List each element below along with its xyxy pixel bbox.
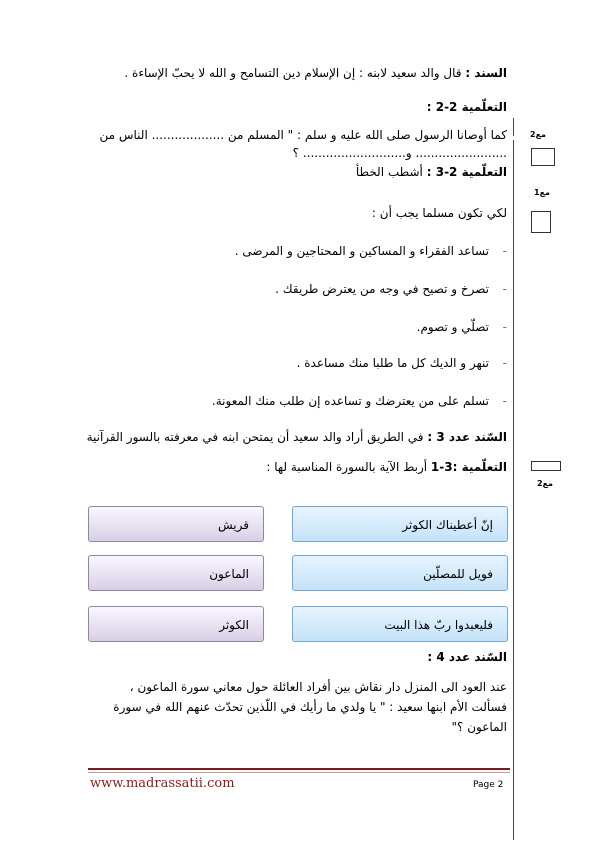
bullet-5: تسلم على من يعترضك و تساعده إن طلب منك المعونة. [211, 394, 489, 408]
surah-card-2[interactable]: الماعون [88, 555, 264, 591]
taalimia-2-3 [356, 165, 507, 179]
margin-label-2: مع1 [534, 188, 550, 197]
page-number: Page 2 [473, 780, 504, 790]
margin-label-1: مع2 [530, 130, 546, 139]
sanad-3 [87, 430, 507, 444]
sanad-4-line-3: الماعون ؟" [451, 720, 507, 734]
intro-text: لكي تكون مسلما يجب أن : [371, 206, 507, 220]
bullet-3: تصلّي و تصوم. [416, 320, 489, 334]
bullet-4: تنهر و الديك كل ما طلبا منك مساعدة . [296, 356, 489, 370]
verse-card-1[interactable]: إنّ أعطيناك الكوثر [292, 506, 508, 542]
verse-card-2[interactable]: فويل للمصلّين [292, 555, 508, 591]
surah-card-1[interactable]: قريش [88, 506, 264, 542]
sanad-1 [124, 66, 507, 80]
bullet-dash: - [502, 320, 507, 334]
sanad-3-label: السّند عدد 3 : [427, 430, 507, 444]
sanad-1-label: السند : [465, 66, 507, 80]
score-box-2[interactable] [531, 211, 551, 233]
hadith-line-2: ........................ و........................... ؟ [292, 146, 507, 160]
taalimia-2-2: التعلّمية 2-2 : [426, 100, 507, 114]
sanad-4-label: السّند عدد 4 : [427, 650, 507, 664]
bullet-dash: - [502, 394, 507, 408]
taalimia-2-3-text: أشطب الخطأ [355, 165, 423, 179]
footer-rule [88, 768, 510, 770]
score-box-1[interactable] [531, 148, 555, 166]
sanad-4-line-1: عند العود الى المنزل دار نقاش بين أفراد العائلة حول معاني سورة الماعون ، [129, 680, 507, 694]
margin-rule-top [513, 118, 514, 136]
footer-rule-thin [88, 772, 510, 773]
verse-card-3[interactable]: فليعبدوا ربّ هذا البيت [292, 606, 508, 642]
bullet-2: تصرخ و تصيح في وجه من يعترض طريقك . [275, 282, 489, 296]
taalimia-3-1 [266, 460, 507, 474]
sanad-4-line-2: فسألت الأم ابنها سعيد : " يا ولدي ما رأيك في اللّذين تحدّث عنهم الله في سورة [113, 700, 507, 714]
bullet-1: تساعد الفقراء و المساكين و المحتاجين و المرضى . [234, 244, 489, 258]
bullet-dash: - [502, 282, 507, 296]
footer-url[interactable]: www.madrassatii.com [90, 776, 235, 791]
bullet-dash: - [502, 356, 507, 370]
hadith-line-1: كما أوصانا الرسول صلى الله عليه و سلم : " المسلم من ................... الناس من [99, 128, 507, 142]
surah-card-3[interactable]: الكوثر [88, 606, 264, 642]
margin-rule [513, 140, 514, 840]
sanad-1-text: قال والد سعيد لابنه : إن الإسلام دين التسامح و الله لا يحبّ الإساءة . [124, 66, 462, 80]
taalimia-2-3-label: التعلّمية 2-3 : [426, 165, 507, 179]
sanad-3-text: في الطريق أراد والد سعيد أن يمتحن ابنه في معرفته بالسور القرآنية [86, 430, 424, 444]
margin-label-3: مع2 [537, 479, 553, 488]
bullet-dash: - [502, 244, 507, 258]
taalimia-3-1-text: أربط الآية بالسورة المناسبة لها : [266, 460, 428, 474]
score-box-3[interactable] [531, 461, 561, 471]
taalimia-3-1-label: التعلّمية :3-1 [430, 460, 507, 474]
